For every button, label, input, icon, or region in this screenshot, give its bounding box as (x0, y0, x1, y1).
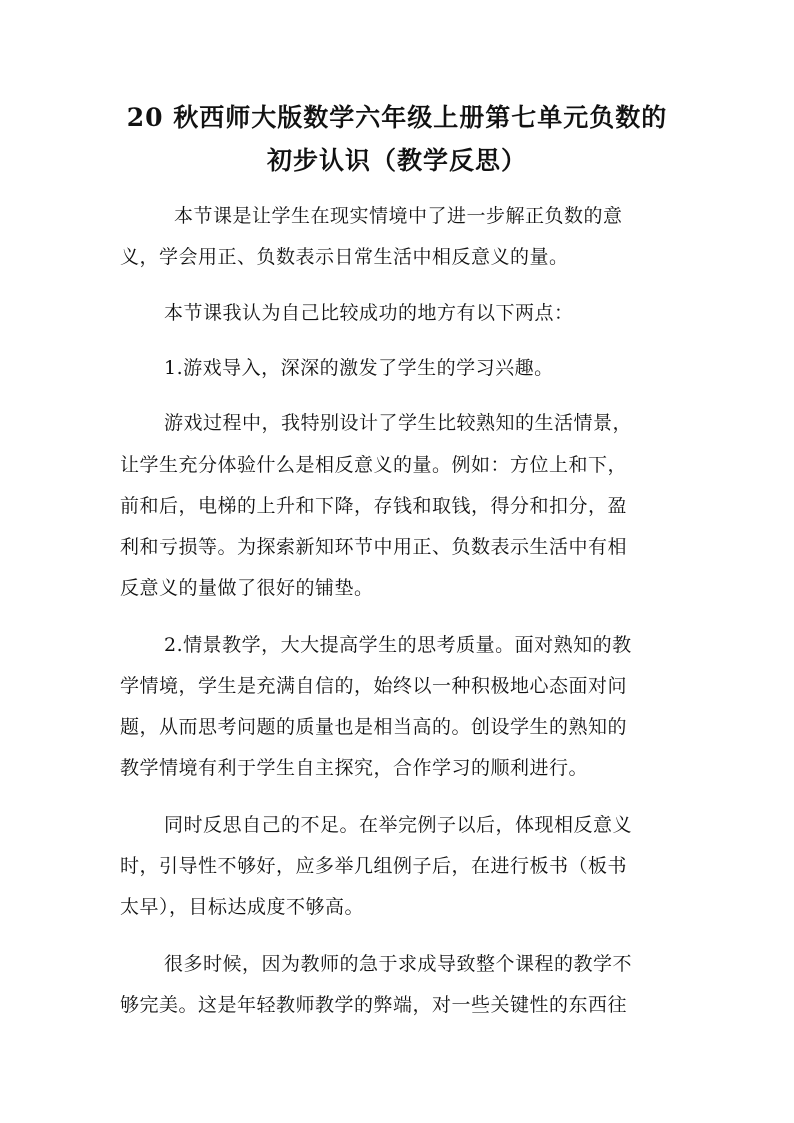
text-line: 义，学会用正、负数表示日常生活中相反意义的量。 (120, 246, 569, 268)
text-line: 很多时候，因为教师的急于求成导致整个课程的教学不 (164, 953, 633, 975)
text-line: 太早），目标达成度不够高。 (120, 896, 365, 918)
document-title-line-1: 20 秋西师大版数学六年级上册第七单元负数的 (126, 103, 668, 132)
text-line: 时，引导性不够好，应多举几组例子后，在进行板书（板书 (120, 855, 628, 877)
text-line: 2.情景教学，大大提高学生的思考质量。面对熟知的教 (164, 634, 632, 656)
document-title-line-2: 初步认识（教学反思） (266, 146, 527, 175)
text-line: 教学情境有利于学生自主探究，合作学习的顺利进行。 (120, 757, 589, 779)
text-line: 利和亏损等。为探索新知环节中用正、负数表示生活中有相 (120, 536, 628, 558)
text-line: 同时反思自己的不足。在举完例子以后，体现相反意义 (164, 814, 633, 836)
text-line: 游戏过程中，我特别设计了学生比较熟知的生活情景， (164, 412, 633, 434)
text-line: 够完美。这是年轻教师教学的弊端，对一些关键性的东西往 (120, 994, 628, 1016)
text-line: 学情境，学生是充满自信的，始终以一种积极地心态面对问 (120, 675, 628, 697)
text-line: 题，从而思考问题的质量也是相当高的。创设学生的熟知的 (120, 716, 628, 738)
text-line: 让学生充分体验什么是相反意义的量。例如：方位上和下， (120, 454, 628, 476)
text-line: 本节课我认为自己比较成功的地方有以下两点： (164, 302, 574, 324)
text-line: 本节课是让学生在现实情境中了进一步解正负数的意 (174, 205, 623, 227)
text-line: 前和后，电梯的上升和下降，存钱和取钱，得分和扣分，盈 (120, 495, 628, 517)
text-line: 反意义的量做了很好的铺垫。 (120, 577, 374, 599)
text-line: 1.游戏导入，深深的激发了学生的学习兴趣。 (164, 357, 554, 379)
